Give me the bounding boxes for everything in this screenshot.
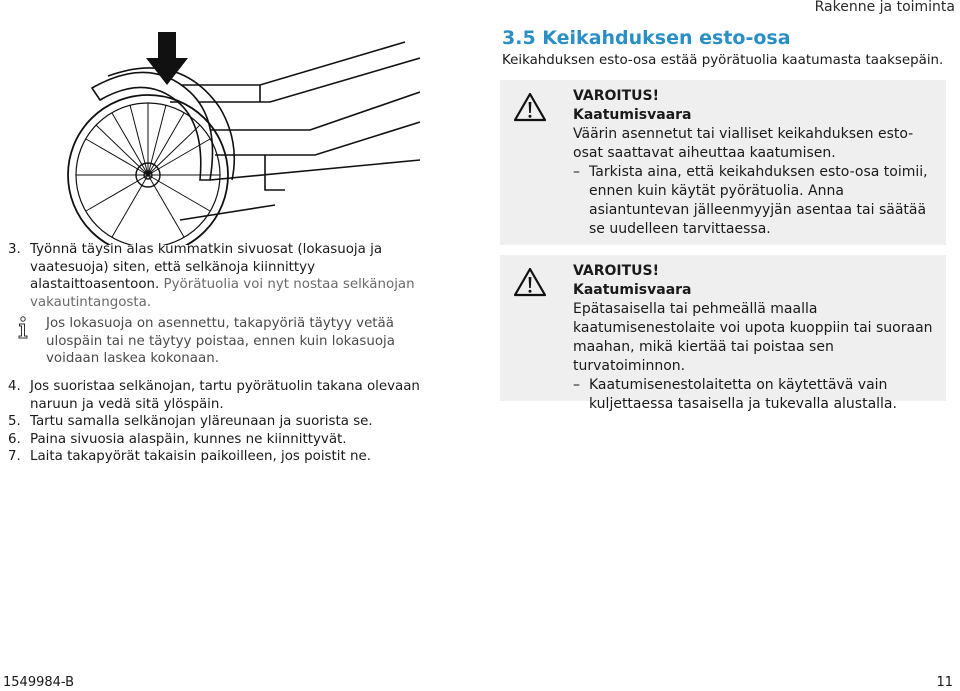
warning-hazard: Kaatumisvaara bbox=[573, 107, 692, 123]
warning-box-2 bbox=[500, 255, 946, 412]
warning-label: VAROITUS! bbox=[573, 88, 659, 104]
step-text: Paina sivuosia alaspäin, kunnes ne kiinnittyvät. bbox=[30, 431, 347, 447]
step-number: 3. bbox=[8, 242, 21, 257]
step-7 bbox=[8, 448, 448, 466]
wheelchair-illustration bbox=[60, 30, 420, 245]
document-id: 1549984-B bbox=[3, 675, 75, 690]
info-icon bbox=[16, 316, 30, 340]
step-text: Tartu samalla selkänojan yläreunaan ja suorista se. bbox=[30, 414, 373, 429]
section-header: Rakenne ja toiminta bbox=[814, 0, 955, 15]
step-text: Laita takapyörät takaisin paikoilleen, jos poistit ne. bbox=[30, 449, 371, 464]
step-6 bbox=[8, 431, 448, 449]
step-3 bbox=[8, 241, 448, 311]
step-text: Jos suoristaa selkänojan, tartu pyörätuolin takana olevaan naruun ja vedä sitä ylöspäin. bbox=[30, 379, 420, 412]
warning-triangle-icon bbox=[513, 267, 547, 297]
page-number: 11 bbox=[936, 675, 953, 690]
warning-triangle-icon bbox=[513, 92, 547, 122]
section-title: 3.5 Keikahduksen esto-osa bbox=[502, 27, 791, 49]
warning-hazard: Kaatumisvaara bbox=[573, 282, 692, 298]
warning-label: VAROITUS! bbox=[573, 263, 659, 279]
warning-text: Epätasaisella tai pehmeällä maalla kaatumisenestolaite voi upota kuoppiin tai suoraan maahan, mikä kiertää tai poistaa sen turvatoiminnon. bbox=[573, 301, 933, 374]
step-5 bbox=[8, 413, 448, 431]
steps-list-a bbox=[8, 241, 448, 311]
warning-box-1 bbox=[500, 80, 946, 245]
step-4 bbox=[8, 378, 448, 413]
step-number: 5. bbox=[8, 414, 21, 429]
step-text: Työnnä täysin alas kummatkin sivuosat (lokasuoja ja vaatesuoja) siten, että selkänoja kiinnittyy alastaittoasentoon. bbox=[30, 242, 383, 292]
warning-bullet-text: Kaatumisenestolaitetta on käytettävä vain kuljettaessa tasaisella ja tukevalla alustalla. bbox=[589, 377, 897, 412]
warning-text: Väärin asennetut tai vialliset keikahduksen esto-osat saattavat aiheuttaa kaatumisen. bbox=[573, 126, 914, 161]
warning-bullet bbox=[573, 163, 940, 239]
note-text: Jos lokasuoja on asennettu, takapyöriä täytyy vetää ulospäin tai ne täytyy poistaa, ennen kuin lokasuoja voidaan laskea kokonaan. bbox=[46, 316, 395, 366]
step-number: 7. bbox=[8, 449, 21, 464]
step-number: 6. bbox=[8, 431, 21, 447]
warning-bullet-text: Tarkista aina, että keikahduksen esto-osa toimii, ennen kuin käytät pyörätuolia. Anna asiantuntevan jälleenmyyjän asentaa tai säätää se uudelleen tarvittaessa. bbox=[589, 164, 928, 237]
warning-bullet bbox=[573, 376, 940, 414]
bullet-dash: – bbox=[573, 164, 580, 180]
step-text-muted: Pyörätuolia voi nyt nostaa selkänojan vakautintangosta. bbox=[30, 277, 415, 310]
step-number: 4. bbox=[8, 379, 21, 394]
bullet-dash: – bbox=[573, 377, 580, 393]
info-note bbox=[16, 315, 446, 368]
section-intro: Keikahduksen esto-osa estää pyörätuolia kaatumasta taaksepäin. bbox=[502, 53, 944, 68]
steps-list-b bbox=[8, 378, 448, 466]
